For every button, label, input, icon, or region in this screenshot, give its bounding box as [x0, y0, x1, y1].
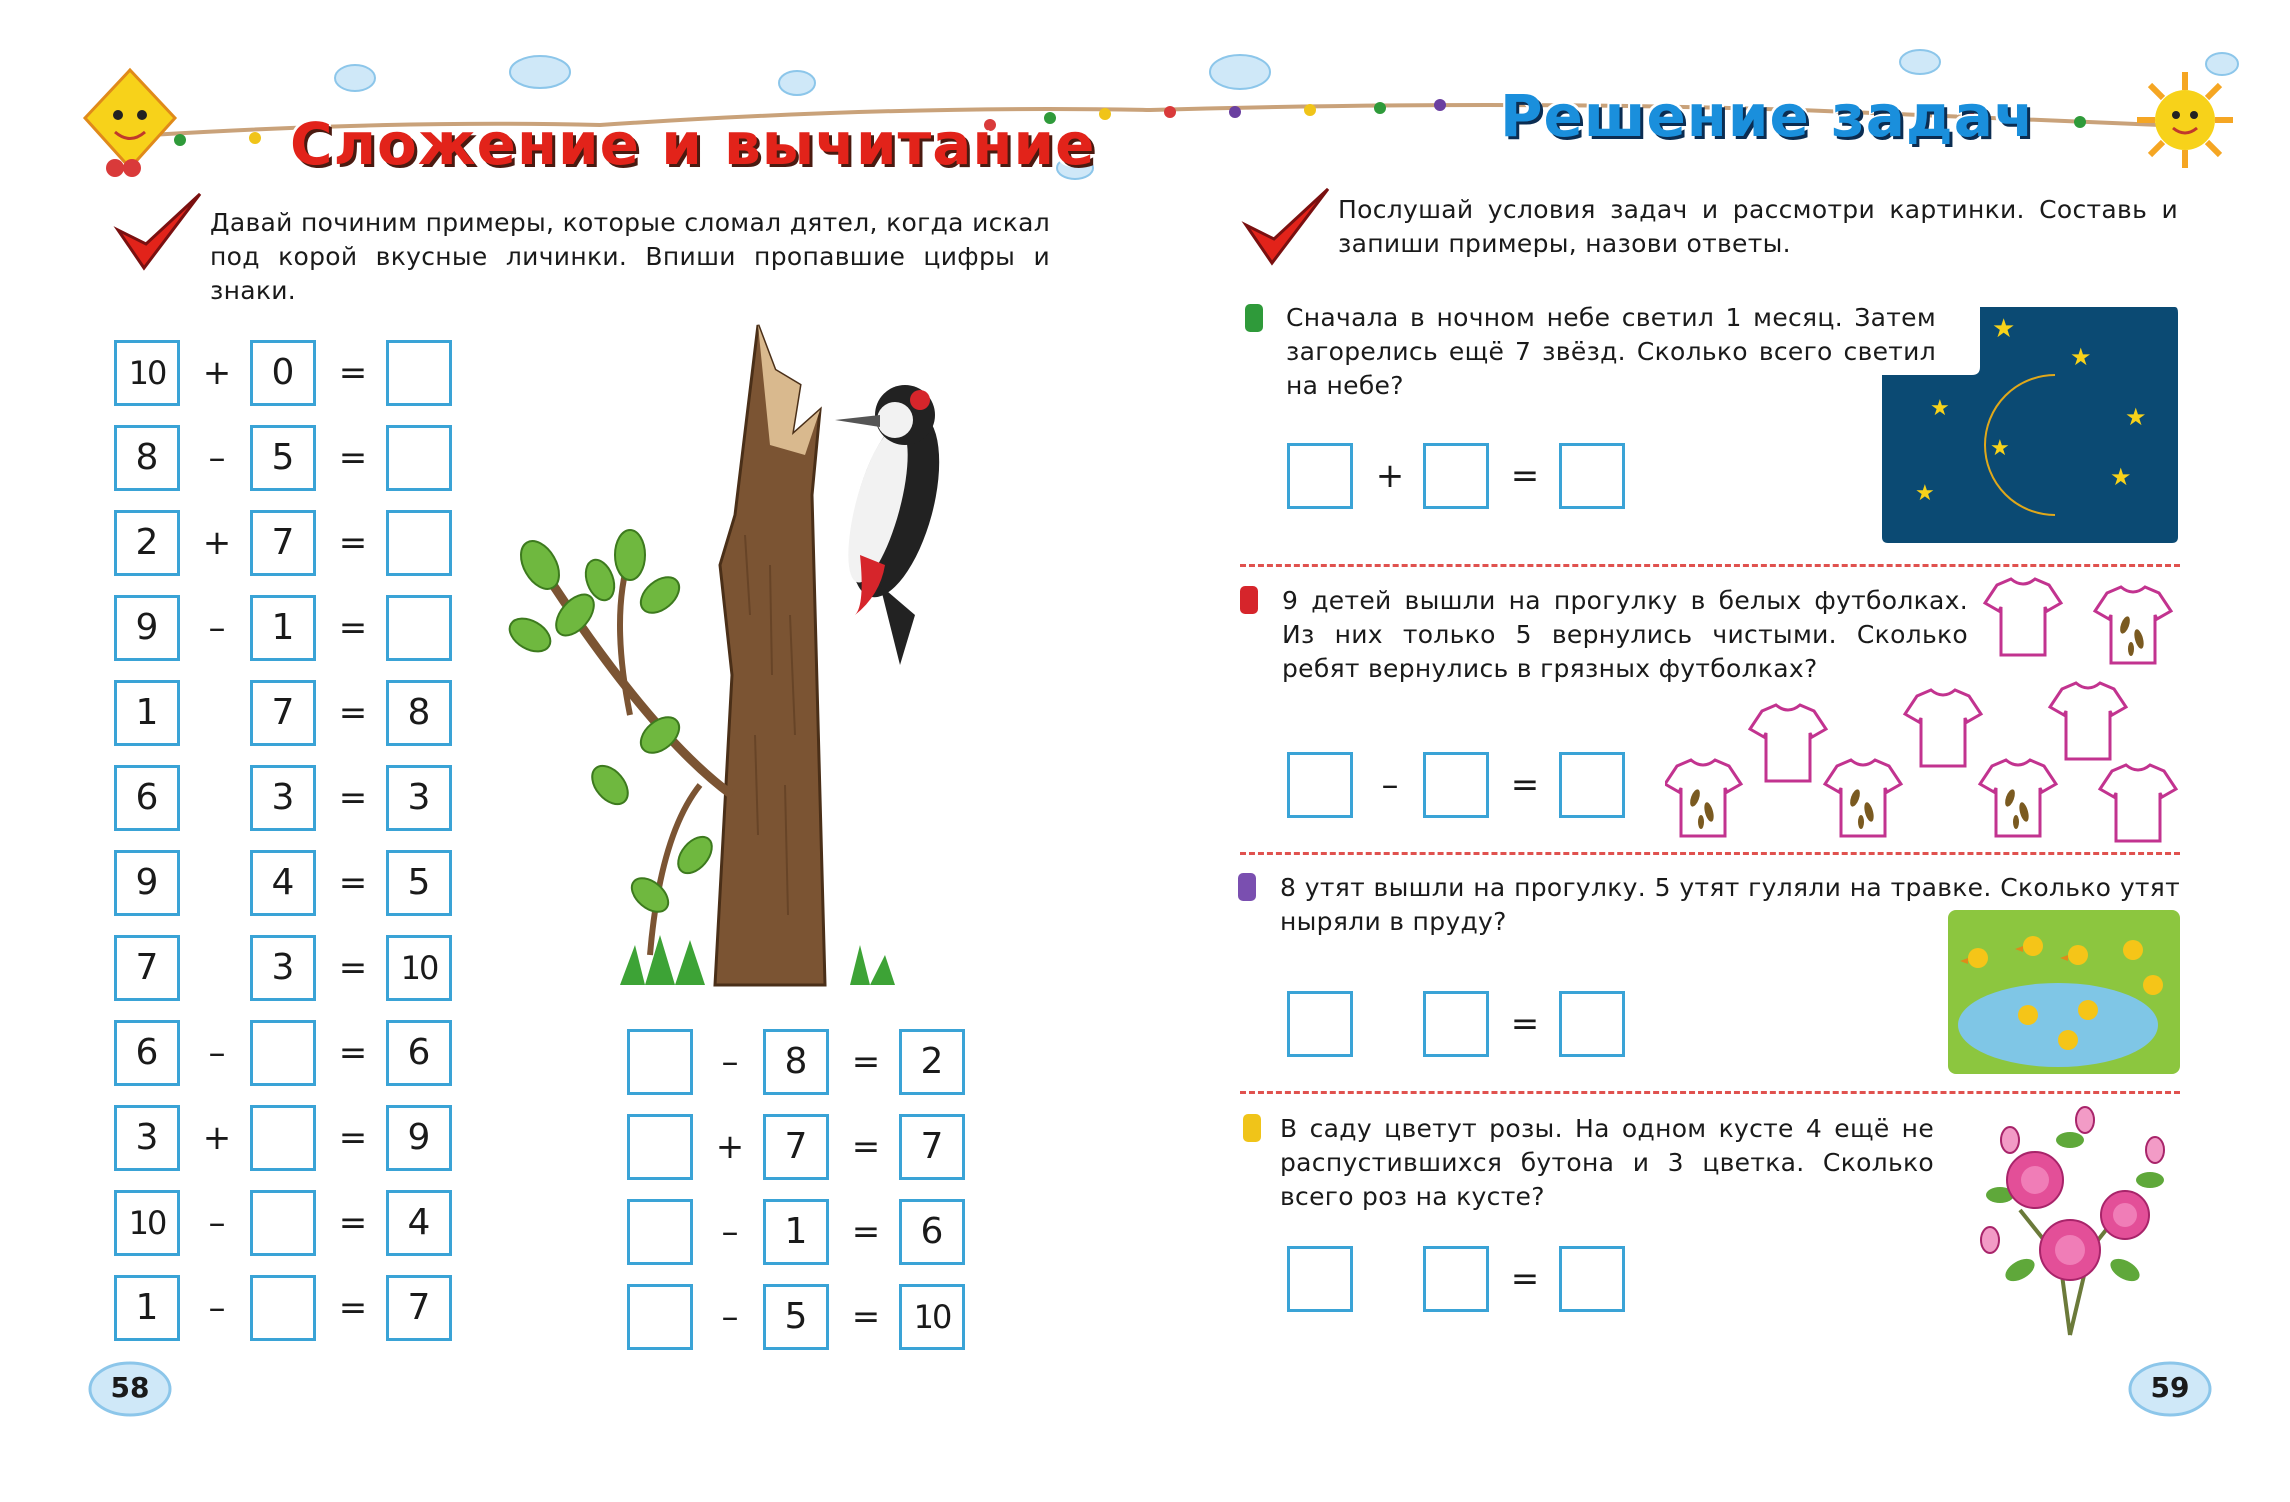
equation-box: 3	[250, 935, 316, 1001]
equation-box: 8	[386, 680, 452, 746]
task-3-answer-box-3[interactable]	[1559, 991, 1625, 1057]
equation-box: 1	[250, 595, 316, 661]
equation-equals-sign: =	[338, 863, 368, 903]
tshirt-icon	[1665, 760, 1741, 836]
equation-box: 7	[114, 935, 180, 1001]
equation-box: 3	[114, 1105, 180, 1171]
task-2-text: 9 детей вышли на прогулку в белых футболках. Из них только 5 вернулись чистыми. Сколько ребят вернулись в грязных футболках?	[1282, 586, 1968, 683]
equation-operator: –	[721, 1212, 739, 1252]
right-instruction: Послушай условия задач и рассмотри картинки. Составь и запиши примеры, назови ответы.	[1338, 195, 2178, 258]
equation-operator: –	[721, 1042, 739, 1082]
equation-operator: –	[208, 1288, 226, 1328]
task-4-answer-box-1[interactable]	[1287, 1246, 1353, 1312]
task-bullet-icon	[1238, 873, 1256, 901]
page-number-right: 59	[2150, 1371, 2190, 1404]
equation-box: 1	[114, 680, 180, 746]
equation-box: 5	[763, 1284, 829, 1350]
equation-equals-sign: =	[338, 778, 368, 818]
svg-text:★: ★	[1930, 396, 1950, 421]
task-1-operator: +	[1375, 456, 1405, 496]
equation-equals-sign: =	[338, 1033, 368, 1073]
equation-box[interactable]	[250, 1105, 316, 1171]
night-sky-illustration	[1880, 305, 2180, 545]
task-1-answer-box-3[interactable]	[1559, 443, 1625, 509]
equation-equals-sign: =	[851, 1042, 881, 1082]
task-3-operator	[1370, 991, 1410, 1057]
equation-operator[interactable]	[197, 850, 237, 916]
equation-box: 6	[899, 1199, 965, 1265]
equation-box: 6	[114, 765, 180, 831]
equation-operator[interactable]	[197, 680, 237, 746]
equation-box: 4	[250, 850, 316, 916]
equation-box: 7	[763, 1114, 829, 1180]
equation-box: 9	[114, 595, 180, 661]
right-page-title: Решение задач	[1500, 82, 2035, 150]
task-1-answer-box-2[interactable]	[1423, 443, 1489, 509]
equation-box: 10	[386, 935, 452, 1001]
task-3-answer-box-1[interactable]	[1287, 991, 1353, 1057]
task-4-operator	[1370, 1246, 1410, 1312]
task-bullet-icon	[1245, 304, 1263, 332]
equation-box: 7	[386, 1275, 452, 1341]
task-1-answer-box-1[interactable]	[1287, 443, 1353, 509]
tshirt-icon	[2095, 587, 2171, 663]
equation-operator[interactable]	[197, 765, 237, 831]
tshirt-icon	[1750, 705, 1826, 781]
woodpecker-icon	[834, 385, 957, 665]
equation-box: 6	[386, 1020, 452, 1086]
task-4-answer-box-3[interactable]	[1559, 1246, 1625, 1312]
equation-equals-sign: =	[338, 353, 368, 393]
equation-box: 1	[763, 1199, 829, 1265]
equation-box: 7	[899, 1114, 965, 1180]
equation-equals-sign: =	[338, 693, 368, 733]
equation-equals-sign: =	[338, 608, 368, 648]
equation-box: 5	[386, 850, 452, 916]
equation-operator: –	[208, 608, 226, 648]
equation-equals-sign: =	[338, 948, 368, 988]
equation-box[interactable]	[250, 1275, 316, 1341]
task-1-equals: =	[1510, 456, 1540, 496]
svg-text:★: ★	[1990, 436, 2010, 461]
equation-box: 9	[386, 1105, 452, 1171]
equation-equals-sign: =	[338, 1288, 368, 1328]
tshirt-icon	[2050, 683, 2126, 759]
equation-box: 10	[899, 1284, 965, 1350]
equation-equals-sign: =	[851, 1127, 881, 1167]
tshirt-icon	[1905, 690, 1981, 766]
equation-box: 2	[899, 1029, 965, 1095]
tshirt-icon	[1825, 760, 1901, 836]
task-3-equals: =	[1510, 1004, 1540, 1044]
tshirt-icon	[1985, 579, 2061, 655]
task-3-text: 8 утят вышли на прогулку. 5 утят гуляли на травке. Сколько утят ныряли в пруду?	[1280, 873, 2180, 936]
equation-equals-sign: =	[851, 1212, 881, 1252]
task-4-answer-box-2[interactable]	[1423, 1246, 1489, 1312]
equation-box: 1	[114, 1275, 180, 1341]
task-2-equals: =	[1510, 765, 1540, 805]
equation-box[interactable]	[386, 340, 452, 406]
equation-box: 10	[114, 340, 180, 406]
equation-box[interactable]	[250, 1020, 316, 1086]
task-2-answer-box-1[interactable]	[1287, 752, 1353, 818]
kite-mascot-icon	[70, 60, 190, 180]
equation-box: 2	[114, 510, 180, 576]
left-instruction: Давай починим примеры, которые сломал дятел, когда искал под корой вкусные личинки. Впиши пропавшие цифры и знаки.	[210, 208, 1050, 305]
equation-box: 8	[114, 425, 180, 491]
rose-bush-illustration	[1960, 1100, 2180, 1340]
equation-equals-sign: =	[338, 1118, 368, 1158]
tshirts-illustration	[1665, 575, 2185, 850]
equation-operator: +	[202, 353, 232, 393]
equation-box: 10	[114, 1190, 180, 1256]
equation-operator: +	[202, 523, 232, 563]
equation-operator: –	[208, 438, 226, 478]
equation-box: 3	[386, 765, 452, 831]
checkmark-icon	[112, 188, 204, 274]
equation-operator: +	[715, 1127, 745, 1167]
equation-box: 7	[250, 510, 316, 576]
equation-box[interactable]	[627, 1284, 693, 1350]
task-4-equals: =	[1510, 1259, 1540, 1299]
divider	[1240, 1091, 2180, 1094]
task-2-answer-box-3[interactable]	[1559, 752, 1625, 818]
equation-box: 5	[250, 425, 316, 491]
equation-operator: –	[208, 1203, 226, 1243]
task-1-text: Сначала в ночном небе светил 1 месяц. Затем загорелись ещё 7 звёзд. Сколько всего светил на небе?	[1286, 303, 1936, 400]
task-2-answer-box-2[interactable]	[1423, 752, 1489, 818]
equation-box: 6	[114, 1020, 180, 1086]
woodpecker-tree-illustration	[500, 315, 1020, 995]
equation-operator[interactable]	[197, 935, 237, 1001]
equation-box[interactable]	[627, 1199, 693, 1265]
task-2-operator: –	[1381, 765, 1399, 805]
svg-text:★: ★	[2070, 343, 2092, 371]
task-4-text: В саду цветут розы. На одном кусте 4 ещё не распустившихся бутона и 3 цветка. Сколько всего роз на кусте?	[1280, 1114, 1934, 1211]
divider	[1240, 564, 2180, 567]
page-number-left: 58	[110, 1371, 150, 1404]
equation-box: 7	[250, 680, 316, 746]
equation-equals-sign: =	[338, 523, 368, 563]
equation-operator: –	[208, 1033, 226, 1073]
equation-box: 8	[763, 1029, 829, 1095]
svg-text:★: ★	[2110, 463, 2132, 491]
equation-equals-sign: =	[851, 1297, 881, 1337]
sun-mascot-icon	[2135, 70, 2235, 170]
equation-box[interactable]	[250, 1190, 316, 1256]
checkmark-icon	[1240, 183, 1332, 269]
equation-operator: +	[202, 1118, 232, 1158]
svg-text:★: ★	[1915, 481, 1935, 506]
equation-box[interactable]	[627, 1114, 693, 1180]
tshirt-icon	[1980, 760, 2056, 836]
equation-box[interactable]	[386, 510, 452, 576]
equation-equals-sign: =	[338, 438, 368, 478]
ducklings-pond-illustration	[1948, 910, 2180, 1074]
equation-operator: –	[721, 1297, 739, 1337]
task-bullet-icon	[1240, 586, 1258, 614]
equation-box: 4	[386, 1190, 452, 1256]
equation-box[interactable]	[386, 425, 452, 491]
left-page-title: Сложение и вычитание	[290, 110, 1096, 178]
svg-text:★: ★	[2125, 403, 2147, 431]
divider	[1240, 852, 2180, 855]
equation-box[interactable]	[386, 595, 452, 661]
task-bullet-icon	[1243, 1114, 1261, 1142]
svg-text:★: ★	[1992, 314, 2016, 344]
equation-box: 9	[114, 850, 180, 916]
tshirt-icon	[2100, 765, 2176, 841]
equation-box: 3	[250, 765, 316, 831]
task-3-answer-box-2[interactable]	[1423, 991, 1489, 1057]
equation-box: 0	[250, 340, 316, 406]
equation-box[interactable]	[627, 1029, 693, 1095]
equation-equals-sign: =	[338, 1203, 368, 1243]
